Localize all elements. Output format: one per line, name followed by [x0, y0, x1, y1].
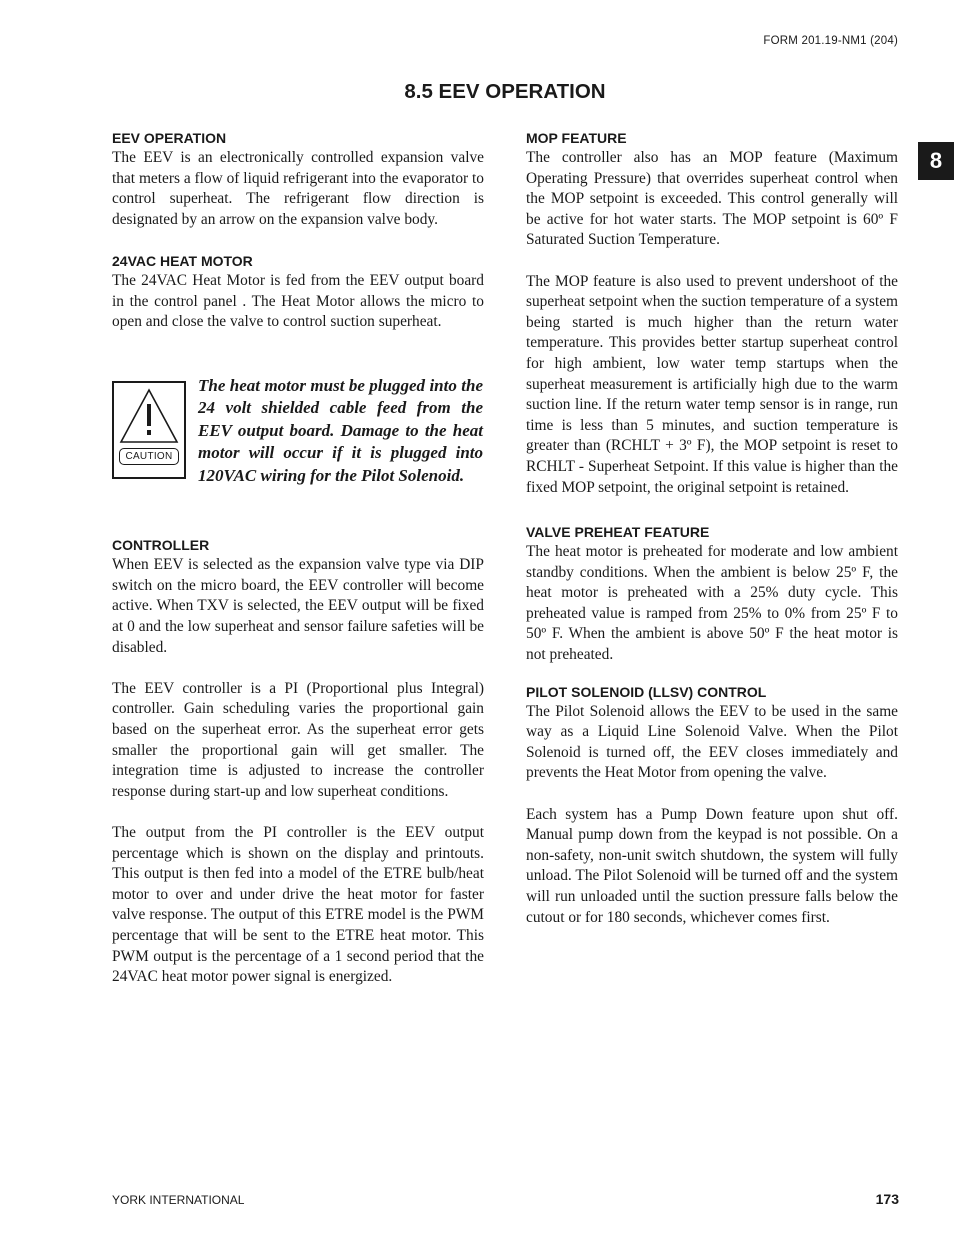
mop-feature-heading: MOP FEATURE — [526, 130, 627, 146]
heat-motor-heading: 24VAC HEAT MOTOR — [112, 252, 253, 269]
eev-operation-paragraph: The EEV is an electronically controlled expansion valve that meters a flow of liquid refrigerant into the evaporator to control superheat. The refrigerant flow direction is designated by an arrow on the expansion valve body. — [112, 149, 484, 228]
section-tab: 8 — [918, 142, 954, 180]
eev-operation-heading: EEV OPERATION — [112, 130, 227, 146]
right-column — [526, 128, 898, 928]
pilot-solenoid-heading: PILOT SOLENOID (LLSV) CONTROL — [526, 683, 767, 700]
valve-preheat-paragraph: The heat motor is preheated for moderate and low ambient standby conditions. When the ambient is below 25º F, the heat motor is preheated with a 25% duty cycle. This preheated value is ramped from 25% to 0% from 25º F to 50º F. When the ambient is above 50º F the heat motor is not preheated. — [526, 543, 898, 664]
warning-triangle-icon — [118, 387, 180, 445]
form-id: FORM 201.19-NM1 (204) — [763, 35, 898, 47]
heat-motor-paragraph: The 24VAC Heat Motor is fed from the EEV output board in the control panel . The Heat Motor allows the micro to open and close the valve to control suction superheat. — [112, 271, 484, 331]
caution-block — [112, 375, 484, 488]
caution-icon — [112, 381, 186, 479]
page-number: 173 — [875, 1191, 899, 1207]
caution-text: The heat motor must be plugged into the 24 volt shielded cable feed from the EEV output board. Damage to the heat motor will occur if it is plugged into 120VAC wiring for the Pilot Solenoid. — [198, 375, 483, 485]
pilot-solenoid-paragraph-1: The Pilot Solenoid allows the EEV to be used in the same way as a Liquid Line Solenoid Valve. When the Pilot Solenoid is turned off, the EEV closes immediately and prevents the Heat Motor from opening the valve. — [526, 702, 898, 782]
mop-paragraph-2: The MOP feature is also used to prevent undershoot of the superheat setpoint when the suction temperature of a system being started is much higher than the return water temperature. This provides better startup superheat control for high ambient, low water temp startups when the superheat measurement is artificially high due to the warm suction line. If the return water temp sensor is in range, run time is less than 5 minutes, and suction temperature is greater than (RCHLT + 3º F), the MOP setpoint is reset to RCHLT - Superheat Setpoint. If this value is higher than the fixed MOP setpoint, the original setpoint is retained. — [526, 272, 898, 496]
controller-paragraph-2: The EEV controller is a PI (Proportional plus Integral) controller. Gain scheduling varies the proportional gain based on the superheat error. As the superheat error gets smaller the proportional gain will get smaller. The integration time is adjusted to increase the controller response during start-up and low superheat conditions. — [112, 679, 484, 800]
pilot-solenoid-paragraph-2: Each system has a Pump Down feature upon shut off. Manual pump down from the keypad is not possible. On a non-safety, non-unit switch shutdown, the system will fully unload. The Pilot Solenoid will be turned off and the system will run unloaded until the suction pressure falls below the cutout or for 180 seconds, whichever comes first. — [526, 805, 898, 926]
controller-paragraph-1: When EEV is selected as the expansion valve type via DIP switch on the micro board, the EEV controller will become active. When TXV is selected, the EEV output will be fixed at 0 and the low superheat and sensor failure safeties will be disabled. — [112, 556, 484, 656]
mop-paragraph-1: The controller also has an MOP feature (Maximum Operating Pressure) that overrides superheat control when the MOP setpoint is exceeded. This control generally will be active for hot water starts. The MOP setpoint is 60º F Saturated Suction Temperature. — [526, 149, 898, 249]
footer-company: YORK INTERNATIONAL — [112, 1193, 245, 1207]
controller-heading: CONTROLLER — [112, 537, 210, 554]
controller-paragraph-3: The output from the PI controller is the EEV output percentage which is shown on the display and printouts. This output is then fed into a model of the ETRE bulb/heat motor to over and under drive the heat motor for faster valve response. The output of this ETRE model is the PWM percentage that will be sent to the ETRE heat motor. This PWM output is the percentage of a 1 second period that the 24VAC heat motor power signal is energized. — [112, 823, 484, 986]
caution-label: CAUTION — [119, 448, 178, 465]
valve-preheat-heading: VALVE PREHEAT FEATURE — [526, 524, 710, 541]
left-column — [112, 128, 484, 988]
page-title: 8.5 EEV OPERATION — [404, 80, 606, 103]
